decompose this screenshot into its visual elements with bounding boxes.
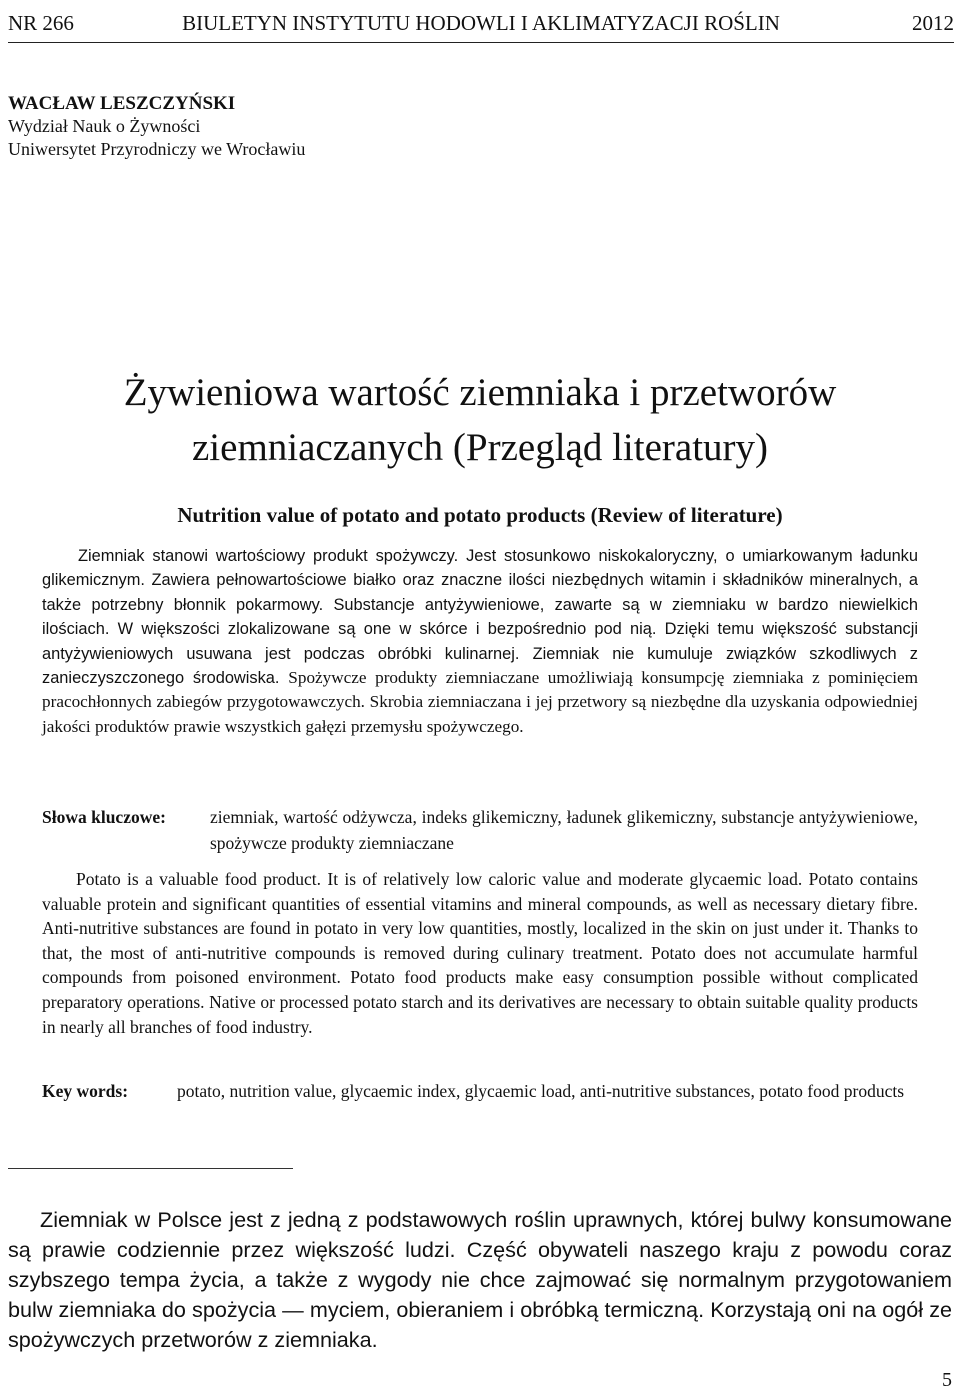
abstract-polish-sans: Ziemniak stanowi wartościowy produkt spożywczy. Jest stosunkowo niskokaloryczny, o umiarkowanym ładunku glikemicznym. Zawiera pełnowartościowe białko oraz znaczne ilości niezbędnych witamin i składników mineralnych, a także potrzebny błonnik pokarmowy. Substancje antyżywieniowe, zawarte są w ziemniaku w bardzo niewielkich ilościach. W większości zlokalizowane są one w skórce i bezpośrednio pod nią. Dzięki temu większość substancji antyżywieniowych usuwana jest podczas obróbki kulinarnej. Ziemniak nie kumuluje związków szkodliwych z zanieczyszczonego środowiska.: [42, 547, 918, 688]
author-department: Wydział Nauk o Żywności: [8, 116, 201, 136]
paper-title-polish: [8, 365, 952, 475]
paper-title-english: Nutrition value of potato and potato products (Review of literature): [177, 503, 783, 527]
body-text: [8, 1205, 952, 1355]
author-name: WACŁAW LESZCZYŃSKI: [8, 93, 236, 114]
body-paragraph: Ziemniak w Polsce jest z jedną z podstawowych roślin uprawnych, której bulwy konsumowane są prawie codziennie przez większość ludzi. Część obywateli naszego kraju z powodu coraz szybszego tempa życia, a także z wygody nie chce zajmować się normalnym przygotowaniem bulw ziemniaka do spożycia — myciem, obieraniem i obróbką termiczną. Korzystają oni na ogół ze spożywczych przetworów z ziemniaka.: [8, 1207, 952, 1352]
keywords-polish-text: ziemniak, wartość odżywcza, indeks glikemiczny, ładunek glikemiczny, substancje antyżywieniowe, spożywcze produkty ziemniaczane: [210, 807, 918, 853]
publication-year: 2012: [912, 11, 954, 35]
keywords-english: [42, 1078, 918, 1104]
section-separator: [8, 1168, 293, 1169]
keywords-polish: [42, 804, 918, 856]
author-university: Uniwersytet Przyrodniczy we Wrocławiu: [8, 139, 306, 159]
author-block: [8, 92, 305, 161]
title-line-2: ziemniaczanych (Przegląd literatury): [191, 426, 769, 469]
title-line-1: Żywieniowa wartość ziemniaka i przetworów: [123, 371, 837, 414]
issue-number: NR 266: [8, 11, 74, 35]
keywords-polish-label: Słowa kluczowe:: [42, 807, 166, 827]
abstract-polish-serif: Spożywcze produkty ziemniaczane umożliwiają konsumpcję ziemniaka z pominięciem pracochłonnych zabiegów przygotowawczych. Skrobia ziemniaczana i jej przetwory są niezbędne dla uzyskania odpowiedniej jakości produktów prawie wszystkich gałęzi przemysłu spożywczego.: [42, 668, 918, 736]
abstract-english: [42, 867, 918, 1039]
header-rule: [8, 42, 954, 43]
abstract-polish: [42, 544, 918, 739]
keywords-english-text: potato, nutrition value, glycaemic index, glycaemic load, anti-nutritive substances, potato food products: [177, 1081, 905, 1101]
abstract-english-text: Potato is a valuable food product. It is of relatively low caloric value and moderate glycaemic load. Potato contains valuable protein and significant quantities of essential vitamins and mineral compounds, as well as necessary dietary fibre. Anti-nutritive substances are found in potato in very low quantities, mostly, localized in the skin on just under it. Thanks to that, the most of anti-nutritive compounds is removed during culinary treatment. Potato does not accumulate harmful compounds from poisoned environment. Potato food products make easy consumption possible without complicated preparatory operations. Native or processed potato starch and its derivatives are necessary to obtain suitable quality products in nearly all branches of food industry.: [42, 869, 918, 1037]
running-header: [8, 8, 954, 40]
page-number: 5: [942, 1369, 952, 1391]
keywords-english-label: Key words:: [42, 1081, 129, 1101]
journal-title: BIULETYN INSTYTUTU HODOWLI I AKLIMATYZACJI ROŚLIN: [182, 11, 780, 35]
